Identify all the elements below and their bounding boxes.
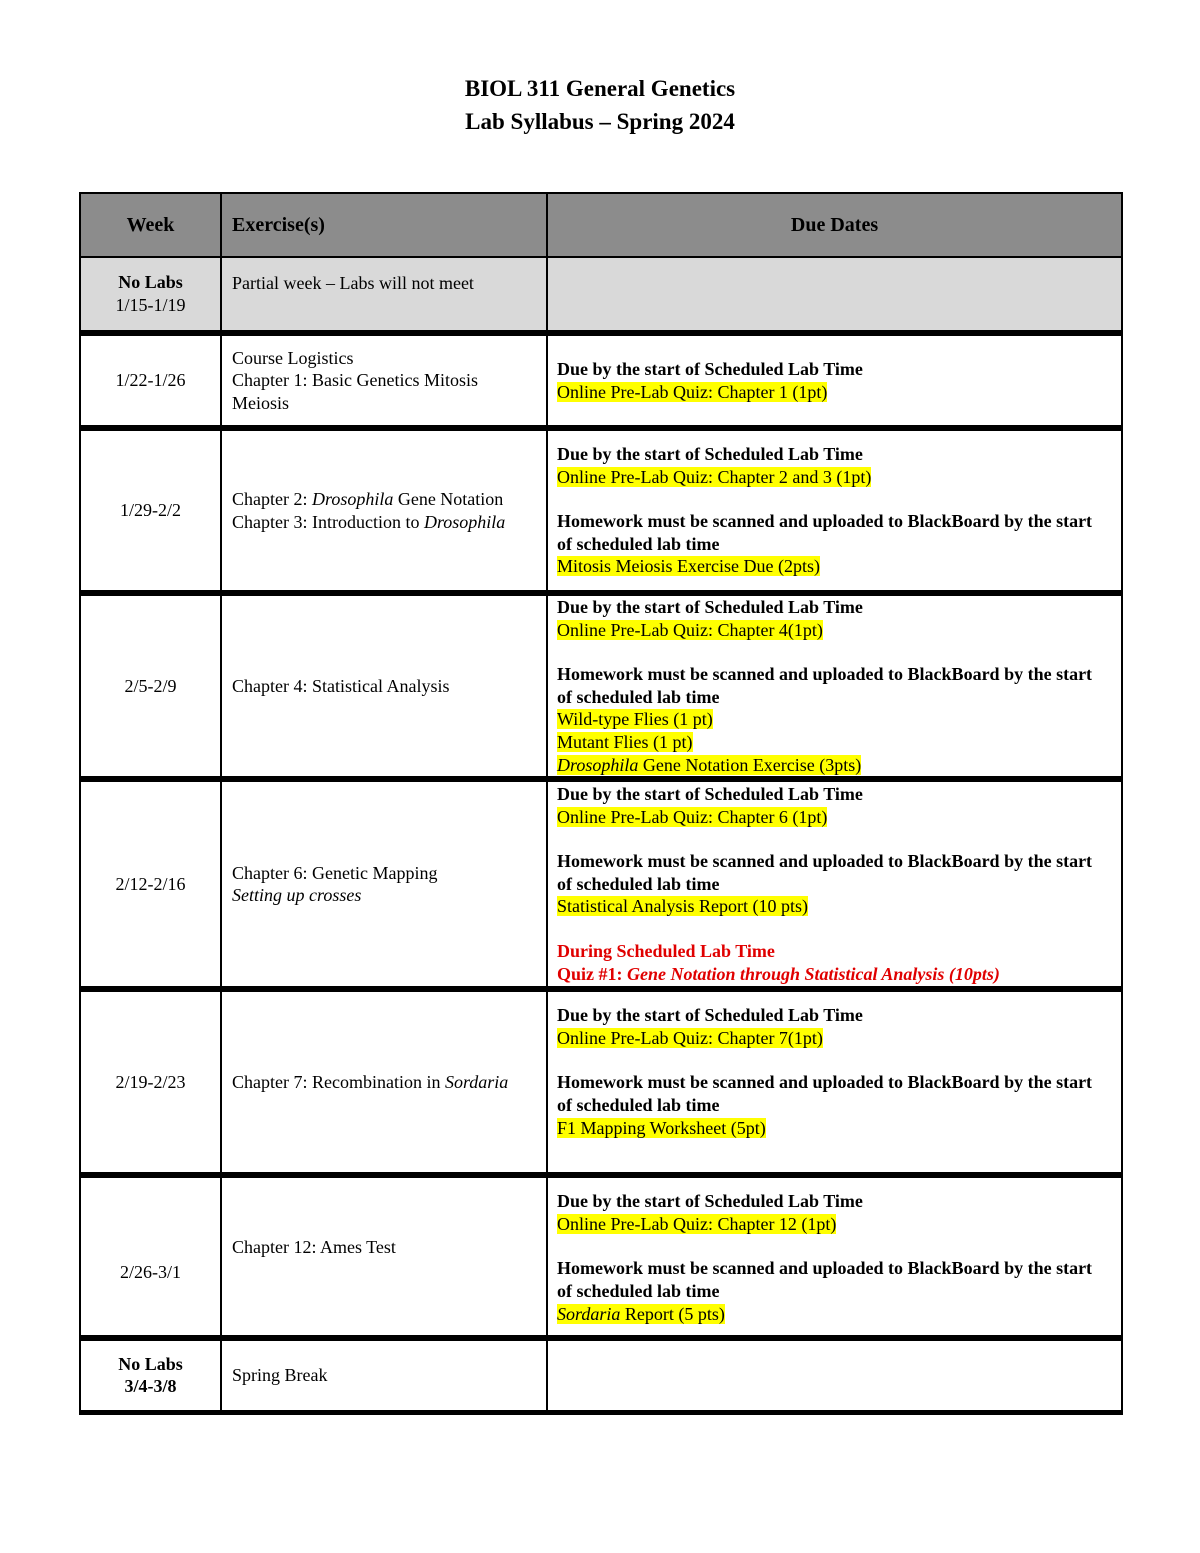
exercise-italic: Sordaria — [444, 1071, 509, 1092]
exercise-cell — [221, 779, 547, 989]
week-title: No Labs — [118, 272, 183, 293]
week-cell: 2/19-2/23 — [80, 989, 221, 1175]
week-dates: 3/4-3/8 — [124, 1376, 177, 1397]
header-exercise: Exercise(s) — [221, 193, 547, 257]
week-dates: 1/15-1/19 — [115, 295, 186, 315]
homework-instruction: Homework must be scanned and uploaded to BlackBoard by the start of scheduled lab time — [557, 1258, 1093, 1301]
homework-instruction: Homework must be scanned and uploaded to BlackBoard by the start of scheduled lab time — [557, 1072, 1093, 1115]
homework-item: Mutant Flies (1 pt) — [557, 731, 693, 752]
table-row — [80, 1338, 1122, 1412]
due-cell — [547, 1175, 1122, 1338]
table-row — [80, 779, 1122, 989]
homework-instruction: Homework must be scanned and uploaded to BlackBoard by the start of scheduled lab time — [557, 664, 1093, 707]
due-start-heading: Due by the start of Scheduled Lab Time — [557, 358, 863, 379]
due-start-heading: Due by the start of Scheduled Lab Time — [557, 444, 863, 465]
document-title — [0, 72, 1200, 138]
quiz-1-topic: Gene Notation through Statistical Analysis (10pts) — [627, 963, 1000, 984]
exercise-text: Gene Notation — [393, 488, 504, 509]
exercise-italic: Drosophila — [311, 488, 394, 509]
due-cell — [547, 333, 1122, 428]
week-cell: 1/22-1/26 — [80, 333, 221, 428]
prelab-quiz: Online Pre-Lab Quiz: Chapter 1 (1pt) — [557, 381, 828, 402]
due-cell — [547, 428, 1122, 593]
week-cell — [80, 1338, 221, 1412]
table-row — [80, 333, 1122, 428]
homework-italic: Drosophila — [557, 754, 639, 775]
exercise-text: Chapter 7: Recombination in — [232, 1071, 445, 1092]
homework-item: Wild-type Flies (1 pt) — [557, 709, 713, 730]
due-start-heading: Due by the start of Scheduled Lab Time — [557, 1191, 863, 1212]
exercise-text: Chapter 2: — [232, 488, 312, 509]
week-cell: 2/26-3/1 — [80, 1175, 221, 1338]
homework-instruction: Homework must be scanned and uploaded to BlackBoard by the start of scheduled lab time — [557, 851, 1093, 894]
exercise-line: Chapter 1: Basic Genetics Mitosis Meiosis — [232, 370, 478, 413]
due-cell — [547, 257, 1122, 333]
exercise-cell — [221, 428, 547, 593]
header-row — [80, 193, 1122, 257]
due-cell — [547, 593, 1122, 779]
quiz-1-label: Quiz #1: — [557, 963, 627, 984]
during-lab-heading: During Scheduled Lab Time — [557, 941, 775, 962]
prelab-quiz: Online Pre-Lab Quiz: Chapter 2 and 3 (1pt) — [557, 466, 872, 487]
due-start-heading: Due by the start of Scheduled Lab Time — [557, 1005, 863, 1026]
exercise-line — [232, 488, 536, 511]
exercise-text: Chapter 3: Introduction to — [232, 511, 424, 532]
week-cell — [80, 257, 221, 333]
due-start-heading: Due by the start of Scheduled Lab Time — [557, 597, 863, 617]
table-row — [80, 593, 1122, 779]
table-row — [80, 257, 1122, 333]
exercise-line — [232, 511, 536, 534]
homework-item — [557, 1304, 725, 1324]
table-row — [80, 989, 1122, 1175]
due-cell — [547, 989, 1122, 1175]
homework-item: Mitosis Meiosis Exercise Due (2pts) — [557, 556, 820, 577]
prelab-quiz: Online Pre-Lab Quiz: Chapter 7(1pt) — [557, 1027, 823, 1048]
week-title: No Labs — [118, 1353, 183, 1374]
title-course: BIOL 311 General Genetics — [464, 76, 736, 101]
prelab-quiz: Online Pre-Lab Quiz: Chapter 6 (1pt) — [557, 806, 828, 827]
exercise-cell: Chapter 12: Ames Test — [221, 1175, 547, 1338]
prelab-quiz: Online Pre-Lab Quiz: Chapter 12 (1pt) — [557, 1213, 837, 1234]
quiz-1-line — [557, 963, 1111, 986]
syllabus-table — [79, 192, 1123, 1415]
week-cell: 2/5-2/9 — [80, 593, 221, 779]
homework-italic: Sordaria — [557, 1303, 621, 1324]
week-cell: 2/12-2/16 — [80, 779, 221, 989]
prelab-quiz: Online Pre-Lab Quiz: Chapter 4(1pt) — [557, 619, 823, 640]
header-due-dates: Due Dates — [547, 193, 1122, 257]
homework-text: Gene Notation Exercise (3pts) — [638, 754, 862, 775]
title-syllabus: Lab Syllabus – Spring 2024 — [465, 109, 735, 134]
week-cell: 1/29-2/2 — [80, 428, 221, 593]
header-week: Week — [80, 193, 221, 257]
exercise-cell: Spring Break — [221, 1338, 547, 1412]
exercise-line: Course Logistics — [232, 347, 354, 368]
homework-text: Report (5 pts) — [620, 1303, 725, 1324]
table-row — [80, 428, 1122, 593]
homework-item: Statistical Analysis Report (10 pts) — [557, 896, 808, 917]
due-start-heading: Due by the start of Scheduled Lab Time — [557, 784, 863, 805]
homework-instruction: Homework must be scanned and uploaded to BlackBoard by the start of scheduled lab time — [557, 511, 1093, 554]
exercise-line: Setting up crosses — [232, 885, 362, 906]
due-cell — [547, 1338, 1122, 1412]
table-row — [80, 1175, 1122, 1338]
exercise-cell — [221, 333, 547, 428]
homework-item — [557, 755, 861, 775]
homework-item: F1 Mapping Worksheet (5pt) — [557, 1117, 766, 1138]
exercise-cell: Chapter 4: Statistical Analysis — [221, 593, 547, 779]
exercise-cell: Partial week – Labs will not meet — [221, 257, 547, 333]
exercise-cell — [221, 989, 547, 1175]
exercise-line: Chapter 6: Genetic Mapping — [232, 862, 438, 883]
exercise-italic: Drosophila — [423, 511, 506, 532]
due-cell — [547, 779, 1122, 989]
